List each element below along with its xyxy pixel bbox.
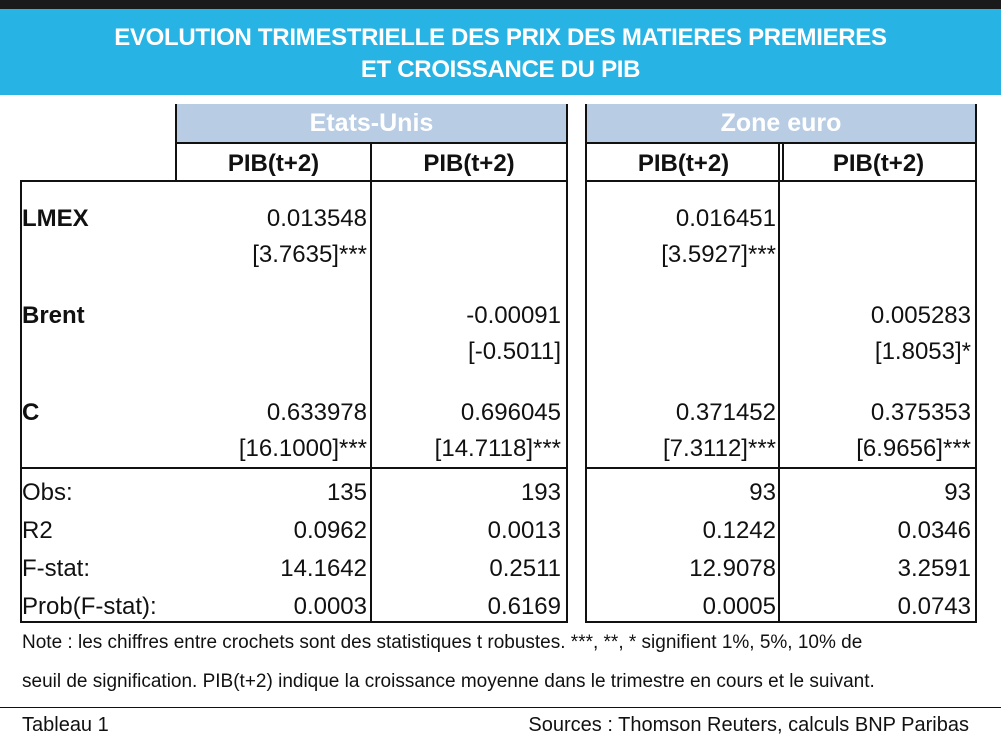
group-header-eurozone: Zone euro: [586, 104, 976, 142]
cell-c-coef-eu1: 0.371452: [675, 399, 776, 426]
row-label-c: C: [22, 399, 40, 426]
row-label-fstat: F-stat:: [22, 555, 91, 582]
rule-right-border: [975, 104, 977, 623]
note-line-1: Note : les chiffres entre crochets sont des statistiques t robustes. ***, **, * signifient 1%, 5%, 10% de: [22, 632, 863, 653]
rule-us-column-divider: [370, 142, 372, 623]
cell-brent-tstat-eu2: [1.8053]*: [874, 338, 971, 365]
rule-under-headers-right: [586, 180, 976, 182]
cell-brent-tstat-us2: [-0.5011]: [468, 338, 561, 365]
cell-prob-eu1: 0.0005: [702, 593, 776, 620]
cell-prob-eu2: 0.0743: [897, 593, 971, 620]
rule-under-headers-left: [20, 180, 567, 182]
cell-fstat-us1: 14.1642: [280, 555, 367, 582]
rule-above-stats-left: [20, 467, 567, 469]
cell-r2-eu1: 0.1242: [702, 517, 776, 544]
rule-eu-column-divider-b: [782, 142, 784, 180]
rule-above-stats-right: [586, 467, 976, 469]
cell-obs-eu2: 93: [944, 479, 971, 506]
column-header-us-2: PIB(t+2): [423, 150, 515, 177]
rule-header-left: [175, 104, 177, 182]
row-label-r2: R2: [22, 517, 53, 544]
cell-brent-coef-eu2: 0.005283: [870, 302, 971, 329]
sources-credit: Sources : Thomson Reuters, calculs BNP Paribas: [528, 714, 969, 736]
row-label-lmex: LMEX: [22, 205, 89, 232]
cell-lmex-tstat-eu1: [3.5927]***: [661, 241, 776, 268]
title-banner: [0, 9, 1001, 95]
cell-brent-coef-us2: -0.00091: [466, 302, 561, 329]
cell-prob-us2: 0.6169: [487, 593, 561, 620]
row-label-prob-fstat: Prob(F-stat):: [22, 593, 157, 620]
cell-c-tstat-us2: [14.7118]***: [434, 435, 561, 462]
cell-fstat-eu1: 12.9078: [689, 555, 776, 582]
cell-c-coef-eu2: 0.375353: [870, 399, 971, 426]
cell-lmex-coef-us1: 0.013548: [266, 205, 367, 232]
row-label-obs: Obs:: [22, 479, 73, 506]
group-header-us: Etats-Unis: [176, 104, 567, 142]
cell-r2-us2: 0.0013: [487, 517, 561, 544]
cell-c-coef-us1: 0.633978: [266, 399, 367, 426]
cell-r2-eu2: 0.0346: [897, 517, 971, 544]
title-line-2: ET CROISSANCE DU PIB: [360, 56, 641, 83]
row-label-brent: Brent: [22, 302, 85, 329]
cell-obs-us1: 135: [326, 479, 367, 506]
note-line-2: seuil de signification. PIB(t+2) indique la croissance moyenne dans le trimestre en cours et le suivant.: [22, 671, 875, 692]
rule-us-right: [566, 104, 568, 623]
cell-r2-us1: 0.0962: [293, 517, 367, 544]
rule-table-bottom-right: [586, 621, 976, 623]
cell-c-tstat-us1: [16.1000]***: [238, 435, 367, 462]
cell-lmex-coef-eu1: 0.016451: [675, 205, 776, 232]
column-header-us-1: PIB(t+2): [227, 150, 320, 177]
cell-obs-eu1: 93: [749, 479, 776, 506]
rule-table-bottom-left: [20, 621, 567, 623]
column-header-eu-1: PIB(t+2): [637, 150, 730, 177]
cell-fstat-us2: 0.2511: [489, 555, 561, 582]
rule-eu-column-divider-a: [778, 142, 780, 623]
cell-fstat-eu2: 3.2591: [897, 555, 971, 582]
rule-eu-left: [585, 104, 587, 623]
cell-lmex-tstat-us1: [3.7635]***: [252, 241, 367, 268]
column-header-eu-2: PIB(t+2): [832, 150, 925, 177]
table-number: Tableau 1: [22, 714, 109, 736]
rule-under-group-eu: [586, 142, 976, 144]
title-line-1: EVOLUTION TRIMESTRIELLE DES PRIX DES MATIERES PREMIERES: [114, 24, 887, 51]
top-rule: [0, 0, 1001, 9]
cell-c-tstat-eu2: [6.9656]***: [856, 435, 971, 462]
cell-c-tstat-eu1: [7.3112]***: [663, 435, 776, 462]
footer-rule: [0, 707, 1001, 708]
cell-obs-us2: 193: [520, 479, 561, 506]
cell-prob-us1: 0.0003: [293, 593, 367, 620]
cell-c-coef-us2: 0.696045: [460, 399, 561, 426]
